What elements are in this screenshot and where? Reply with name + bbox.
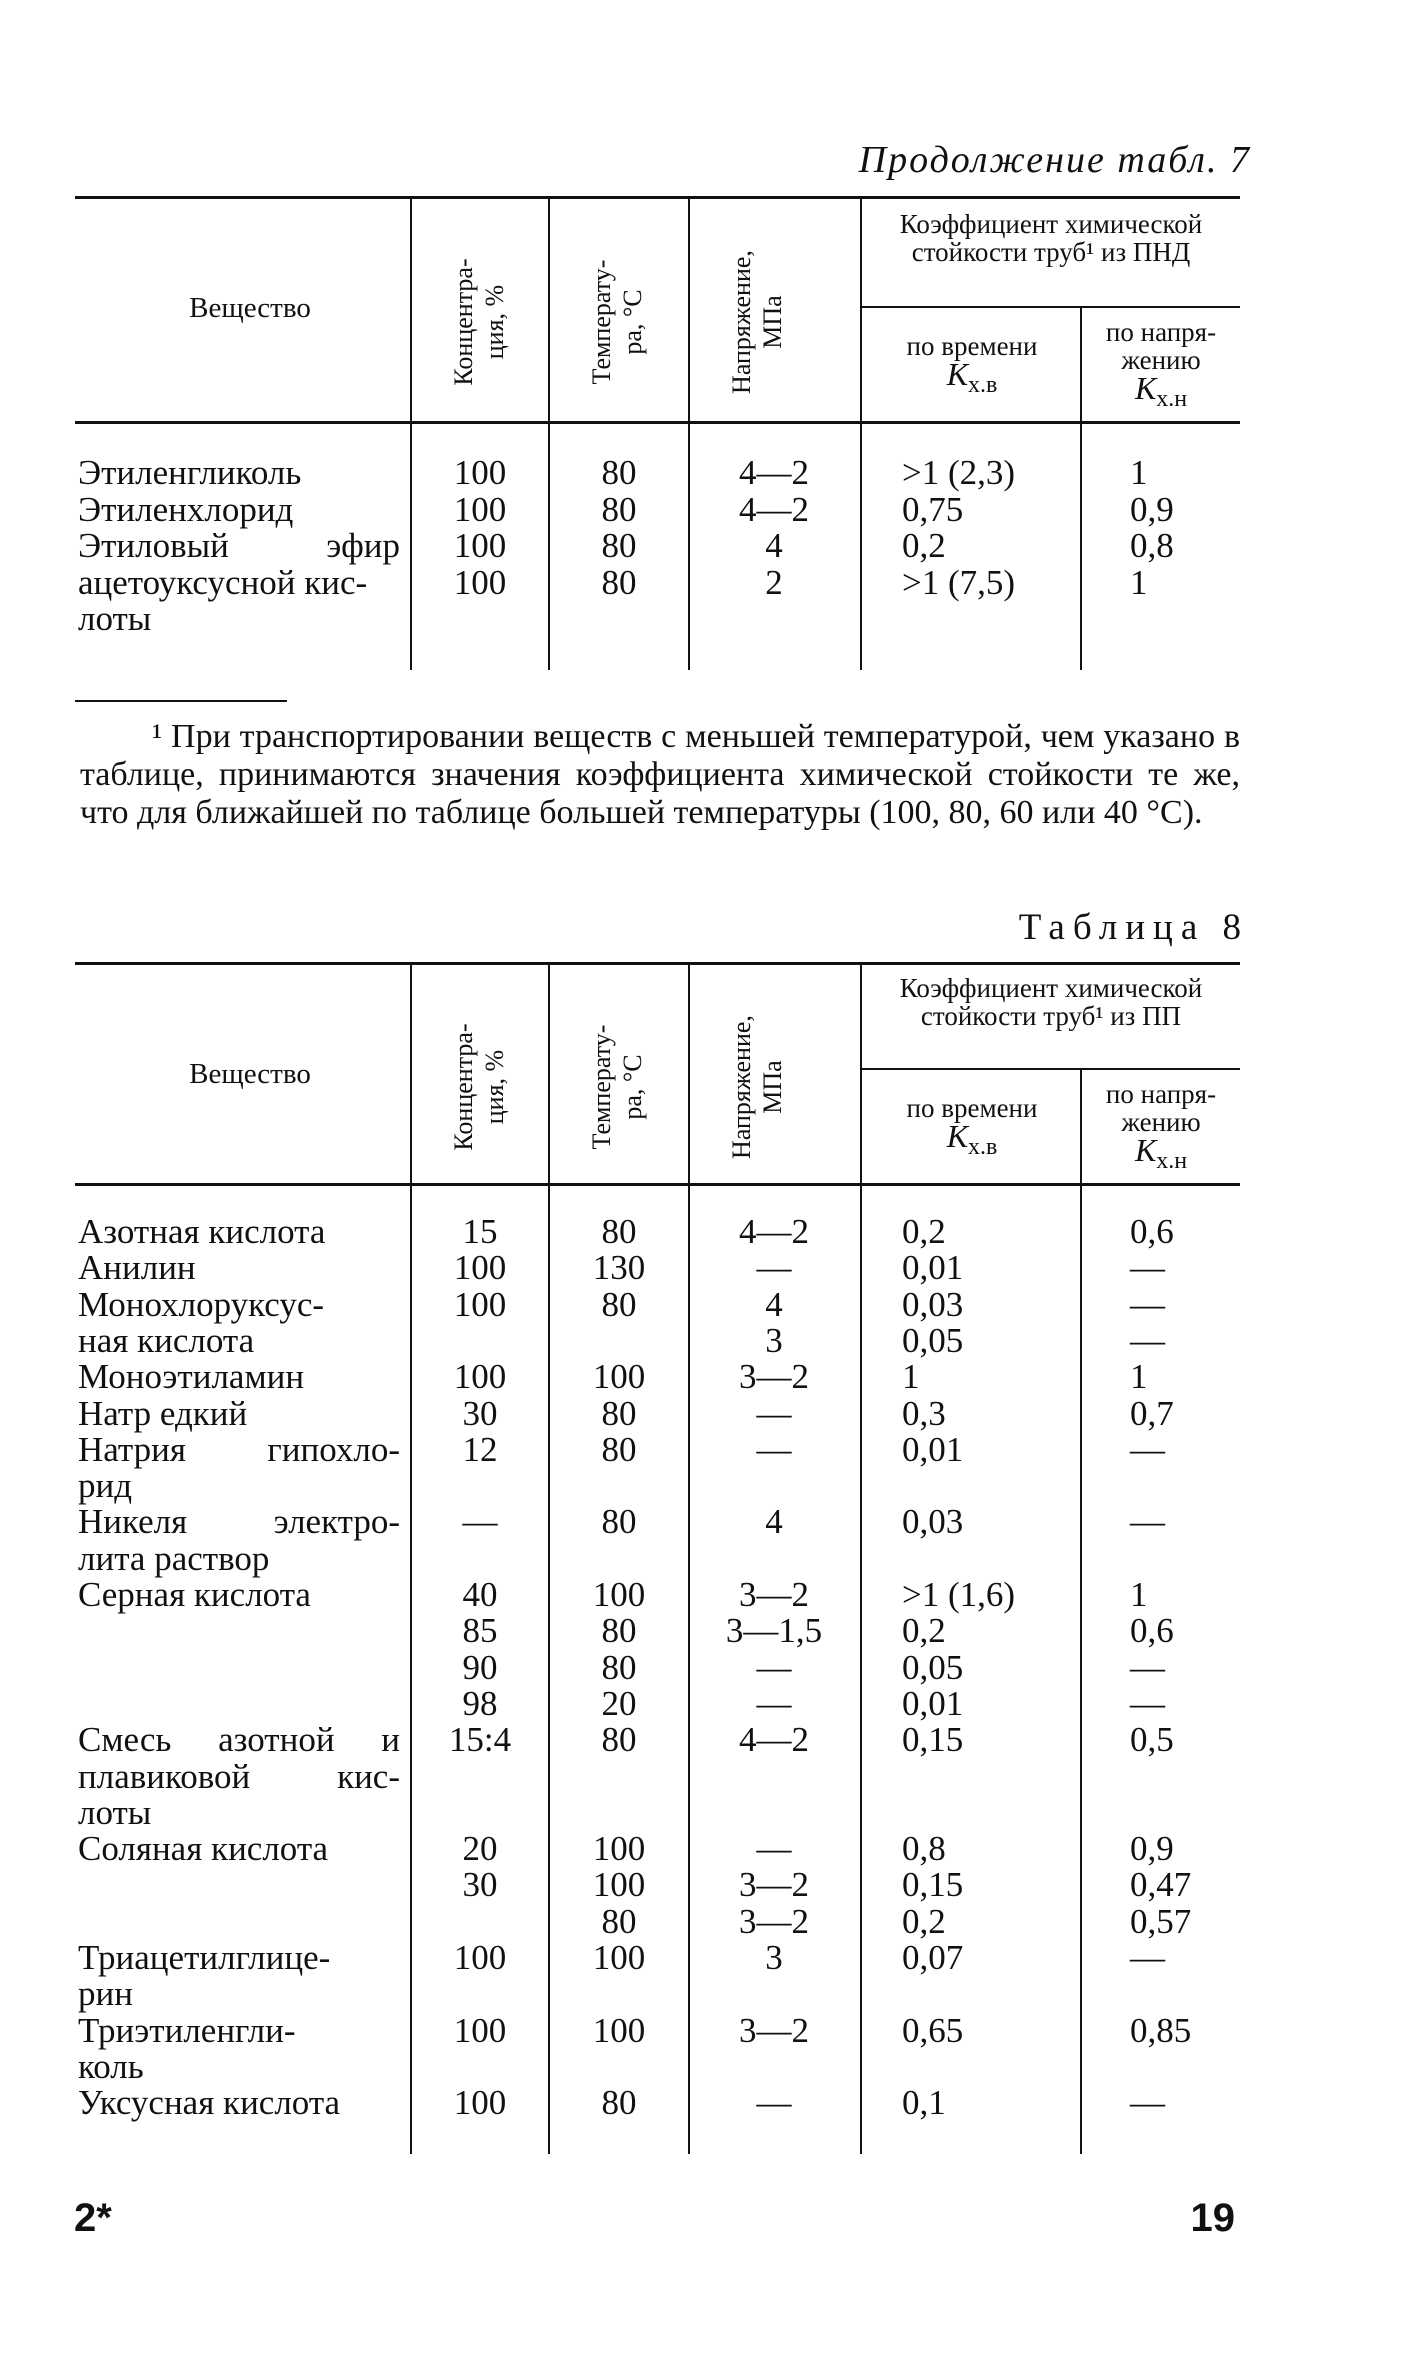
- table8-temperature: 80: [601, 1611, 637, 1651]
- table8-concentration: 100: [453, 1938, 507, 1977]
- table8-concentration: 30: [462, 1865, 498, 1905]
- table8-coef-time: 0,01: [902, 1248, 964, 1288]
- table8-coef-time: 0,01: [902, 1429, 964, 1469]
- table7-header-rule: [75, 421, 1240, 424]
- table8-substance-name: Никеля электро-: [78, 1502, 400, 1542]
- table8-coef-time: 0,2: [902, 1901, 946, 1941]
- table8-coef-stress: 0,5: [1130, 1720, 1174, 1760]
- table8-substance-name: Смесь азотной и: [78, 1720, 400, 1760]
- footnote: ¹ При транспортировании веществ с меньшей температурой, чем указано в таблице, принимаются значения коэффициента химической стойкости те же, что для ближайшей по таблице большей температуры (100, 80, 60 или 40 °С).: [80, 718, 1240, 831]
- table8-coef-stress: —: [1130, 1938, 1165, 1977]
- table8-stress: 3—2: [739, 1865, 809, 1905]
- table8-substance-name: Натр едкий: [78, 1393, 248, 1433]
- continuation-title: Продолжение табл. 7: [858, 139, 1251, 181]
- table8-header-by-time: [866, 1094, 1078, 1161]
- table8-stress: 4: [765, 1284, 783, 1324]
- table8-temperature: 130: [592, 1248, 646, 1288]
- table8-temperature: 100: [592, 1357, 646, 1397]
- table8-temperature: 100: [592, 1938, 646, 1977]
- table8-by-stress-label: по напря- жению: [1105, 1079, 1217, 1137]
- table8-concentration: 15:4: [448, 1720, 512, 1760]
- table7-header-stress: Напряжение, МПа: [727, 250, 787, 394]
- table8-concentration: 100: [453, 1357, 507, 1397]
- table7-vline: [860, 198, 862, 670]
- table8-substance-name: Серная кислота: [78, 1575, 311, 1614]
- table8-concentration: 12: [462, 1429, 498, 1469]
- table8-coef-stress: —: [1130, 1320, 1165, 1360]
- table7-temperature: 80: [601, 526, 637, 565]
- table7-substance-name: Этиленгликоль: [78, 453, 302, 492]
- table8-substance-name: рид: [78, 1466, 133, 1506]
- table7-coef-stress: 0,9: [1130, 489, 1174, 529]
- table8-temperature: 100: [592, 1865, 646, 1905]
- table8-temperature: 100: [592, 2010, 646, 2050]
- table8-stress: 4—2: [739, 1720, 809, 1760]
- table8-temperature: 80: [601, 1502, 637, 1542]
- table8-substance-name: рин: [78, 1974, 133, 2014]
- table8-coef-stress: —: [1130, 1429, 1165, 1469]
- table8-stress: 3: [765, 1938, 783, 1977]
- table8-substance-name: лита раствор: [78, 1538, 270, 1578]
- table7-header-coef-group: Коэффициент химической стойкости труб¹ из ПНД: [899, 209, 1203, 267]
- table8-coef-time: 0,3: [902, 1393, 946, 1433]
- table7-concentration: 100: [453, 562, 507, 602]
- table7-substance-name: лоты: [78, 599, 152, 638]
- table8-coef-time: 1: [902, 1357, 920, 1397]
- table8-stress: 4—2: [739, 1212, 809, 1251]
- table8-coef-time: 0,03: [902, 1284, 964, 1324]
- table8-coef-time: 0,2: [902, 1212, 946, 1251]
- table8-coef-stress: 0,57: [1130, 1901, 1192, 1941]
- table8-substance-name: Соляная кислота: [78, 1829, 329, 1869]
- table8-concentration: 20: [462, 1829, 498, 1869]
- table8-concentration: —: [462, 1502, 498, 1542]
- table8-header-stress: Напряжение, МПа: [727, 1015, 787, 1159]
- table8-header-by-stress: [1084, 1080, 1238, 1175]
- table8-temperature: 80: [601, 1284, 637, 1324]
- table8-header-coef-group: Коэффициент химической стойкости труб¹ из ПП: [899, 973, 1203, 1031]
- table8-temperature: 100: [592, 1575, 646, 1614]
- table7-temperature: 80: [601, 453, 637, 492]
- table7-by-time-label: по времени: [906, 331, 1038, 361]
- table8-concentration: 100: [453, 2083, 507, 2123]
- table8-substance-name: Триацетилглице-: [78, 1938, 331, 1977]
- table7-by-stress-symbol: К: [1134, 370, 1157, 406]
- table7-coef-time: 0,75: [902, 489, 964, 529]
- table7-stress: 2: [765, 562, 783, 602]
- table8-concentration: 90: [462, 1647, 498, 1687]
- table7-header-concentration: Концентра- ция, %: [449, 258, 509, 386]
- table7-header-substance: Вещество: [189, 292, 311, 324]
- table8-header-temperature: Температу- ра, °С: [587, 1024, 647, 1150]
- table7-coef-time: 0,2: [902, 526, 946, 565]
- table8-stress: —: [756, 1393, 792, 1433]
- table7-stress: 4—2: [739, 453, 809, 492]
- table8-header-concentration: Концентра- ция, %: [449, 1023, 509, 1151]
- table8-coef-rule: [862, 1068, 1240, 1070]
- table8-temperature: 80: [601, 2083, 637, 2123]
- table8-coef-time: 0,1: [902, 2083, 946, 2123]
- table8-coef-stress: 0,6: [1130, 1212, 1174, 1251]
- table7-by-stress-label: по напря- жению: [1105, 317, 1217, 375]
- table7-vline: [1080, 306, 1082, 670]
- table8-substance-name: плавиковой кис-: [78, 1756, 400, 1796]
- table8-stress: 3—2: [739, 1357, 809, 1397]
- table8-temperature: 80: [601, 1393, 637, 1433]
- table7-by-time-symbol: К: [946, 356, 968, 392]
- table8-coef-stress: 0,85: [1130, 2010, 1192, 2050]
- table8-by-time-subscript: х.в: [967, 1134, 998, 1160]
- table7-header-by-stress: [1084, 318, 1238, 413]
- table7-header-by-time: [866, 332, 1078, 399]
- table8-stress: —: [756, 1248, 792, 1288]
- table8-temperature: 80: [601, 1429, 637, 1469]
- table8-coef-time: >1 (1,6): [902, 1575, 1016, 1614]
- table8-substance-name: Монохлоруксус-: [78, 1284, 325, 1324]
- table8-concentration: 30: [462, 1393, 498, 1433]
- table8-concentration: 100: [453, 1248, 507, 1288]
- table8-coef-stress: —: [1130, 1647, 1165, 1687]
- table8-coef-stress: 0,7: [1130, 1393, 1174, 1433]
- table8-coef-stress: 0,9: [1130, 1829, 1174, 1869]
- table8-stress: 4: [765, 1502, 783, 1542]
- table8-stress: 3—2: [739, 1901, 809, 1941]
- table7-by-time-subscript: х.в: [967, 372, 998, 398]
- table8-coef-stress: —: [1130, 1284, 1165, 1324]
- table8-by-time-label: по времени: [906, 1093, 1038, 1123]
- table8-vline: [1080, 1068, 1082, 2154]
- table8-stress: 3—2: [739, 1575, 809, 1614]
- table7-temperature: 80: [601, 562, 637, 602]
- table8-concentration: 98: [462, 1683, 498, 1723]
- table8-coef-stress: —: [1130, 1502, 1165, 1542]
- page-number: 19: [1190, 2196, 1235, 2240]
- page-signature: 2*: [74, 2196, 112, 2240]
- table7-substance-name: Этиленхлорид: [78, 489, 294, 529]
- table8-temperature: 80: [601, 1647, 637, 1687]
- table8-top-rule: [75, 962, 1240, 965]
- table8-coef-stress: 0,6: [1130, 1611, 1174, 1651]
- table8-concentration: 100: [453, 2010, 507, 2050]
- table8-coef-time: 0,03: [902, 1502, 964, 1542]
- table8-coef-time: 0,05: [902, 1320, 964, 1360]
- table8-vline: [860, 964, 862, 2154]
- table8-substance-name: Моноэтиламин: [78, 1357, 305, 1397]
- table8-stress: —: [756, 2083, 792, 2123]
- table8-concentration: 15: [462, 1212, 498, 1251]
- table7-substance-name: ацетоуксусной кис-: [78, 562, 368, 602]
- table8-coef-time: 0,2: [902, 1611, 946, 1651]
- table8-substance-name: коль: [78, 2046, 144, 2086]
- table7-coef-rule: [862, 306, 1240, 308]
- table8-temperature: 80: [601, 1901, 637, 1941]
- table8-stress: —: [756, 1683, 792, 1723]
- table8-concentration: 40: [462, 1575, 498, 1614]
- table7-stress: 4: [765, 526, 783, 565]
- table8-substance-name: Натрия гипохло-: [78, 1429, 400, 1469]
- table8-coef-time: 0,15: [902, 1720, 964, 1760]
- table8-stress: 3—1,5: [725, 1611, 823, 1651]
- table8-coef-time: 0,07: [902, 1938, 964, 1977]
- table8-title: Таблица 8: [1018, 907, 1249, 948]
- table8-temperature: 100: [592, 1829, 646, 1869]
- table8-coef-stress: 0,47: [1130, 1865, 1192, 1905]
- table8-temperature: 20: [601, 1683, 637, 1723]
- table8-by-stress-subscript: х.н: [1156, 1148, 1188, 1174]
- table8-by-time-symbol: К: [946, 1118, 968, 1154]
- table8-stress: 3: [765, 1320, 783, 1360]
- table8-coef-time: 0,65: [902, 2010, 964, 2050]
- table8-coef-stress: —: [1130, 1683, 1165, 1723]
- table8-stress: —: [756, 1429, 792, 1469]
- table8-coef-time: 0,01: [902, 1683, 964, 1723]
- table8-coef-time: 0,15: [902, 1865, 964, 1905]
- table8-coef-time: 0,05: [902, 1647, 964, 1687]
- table7-coef-stress: 1: [1130, 562, 1148, 602]
- table8-coef-stress: 1: [1130, 1357, 1148, 1397]
- table7-by-stress-subscript: х.н: [1156, 386, 1188, 412]
- table8-by-stress-symbol: К: [1134, 1132, 1157, 1168]
- table8-substance-name: Уксусная кислота: [78, 2083, 341, 2123]
- table7-concentration: 100: [453, 526, 507, 565]
- table8-header-rule: [75, 1183, 1240, 1186]
- table8-stress: —: [756, 1647, 792, 1687]
- table8-substance-name: лоты: [78, 1792, 152, 1832]
- table7-header-temperature: Температу- ра, °С: [587, 259, 647, 385]
- table8-substance-name: Триэтиленгли-: [78, 2010, 296, 2050]
- table8-concentration: 100: [453, 1284, 507, 1324]
- table8-temperature: 80: [601, 1720, 637, 1760]
- table7-concentration: 100: [453, 489, 507, 529]
- table8-coef-stress: —: [1130, 2083, 1165, 2123]
- table7-coef-time: >1 (7,5): [902, 562, 1016, 602]
- table7-concentration: 100: [453, 453, 507, 492]
- table7-stress: 4—2: [739, 489, 809, 529]
- table8-temperature: 80: [601, 1212, 637, 1251]
- table8-substance-name: Азотная кислота: [78, 1212, 326, 1251]
- table7-coef-stress: 1: [1130, 453, 1148, 492]
- table8-substance-name: Анилин: [78, 1248, 196, 1288]
- table7-temperature: 80: [601, 489, 637, 529]
- table8-coef-time: 0,8: [902, 1829, 946, 1869]
- table7-substance-name: Этиловый эфир: [78, 526, 400, 565]
- table8-substance-name: ная кислота: [78, 1320, 255, 1360]
- table8-coef-stress: —: [1130, 1248, 1165, 1288]
- table7-top-rule: [75, 196, 1240, 199]
- table8-concentration: 85: [462, 1611, 498, 1651]
- table7-coef-stress: 0,8: [1130, 526, 1174, 565]
- table8-header-substance: Вещество: [189, 1058, 311, 1090]
- table8-stress: 3—2: [739, 2010, 809, 2050]
- footnote-rule: [75, 700, 287, 702]
- table8-coef-stress: 1: [1130, 1575, 1148, 1614]
- table7-coef-time: >1 (2,3): [902, 453, 1016, 492]
- table8-stress: —: [756, 1829, 792, 1869]
